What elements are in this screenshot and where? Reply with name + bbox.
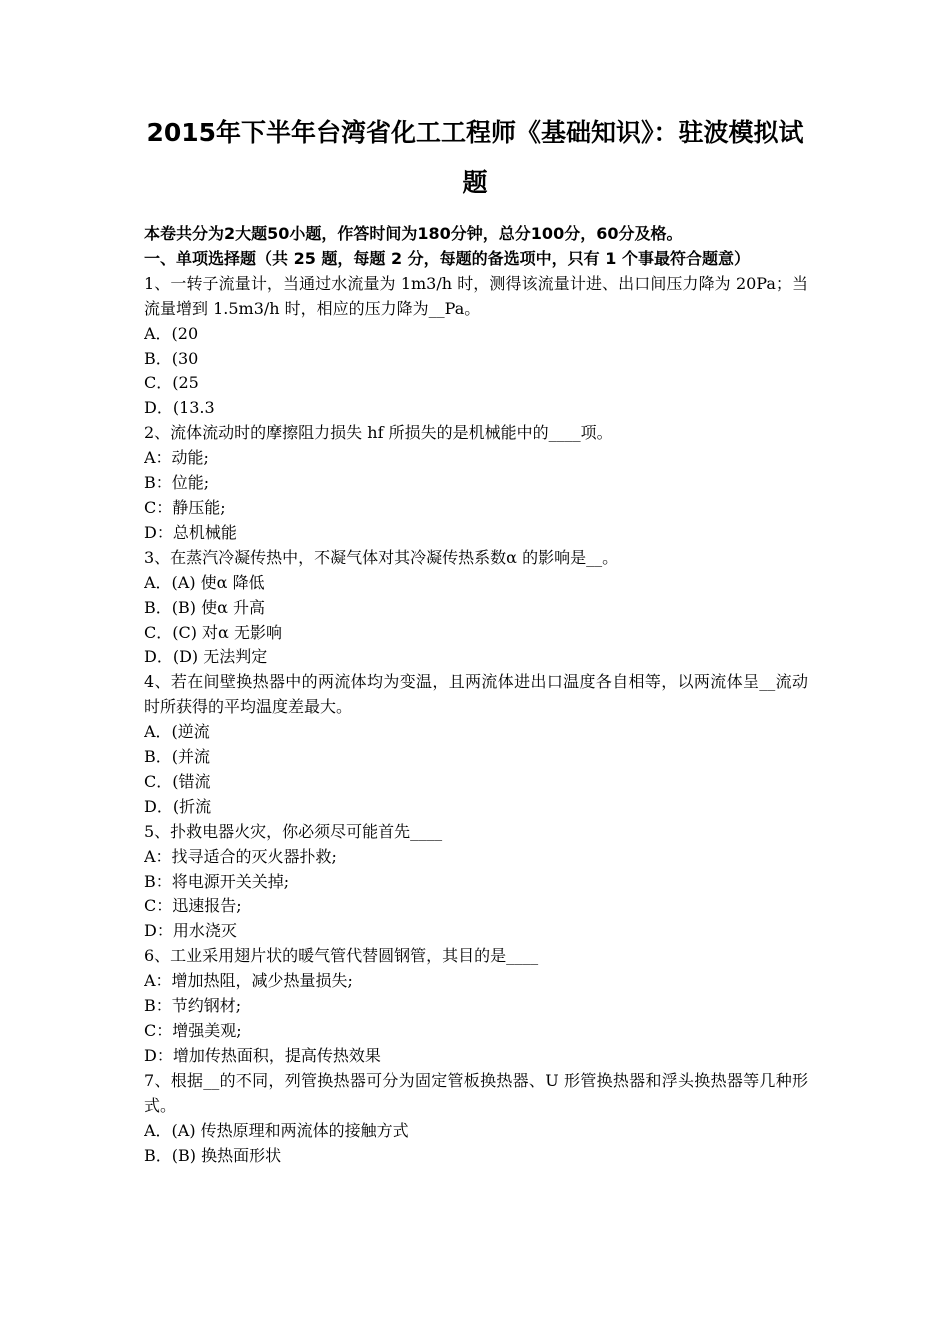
question-stem: 2、流体流动时的摩擦阻力损失 hf 所损失的是机械能中的____项。	[144, 423, 613, 443]
question	[144, 1069, 808, 1169]
question	[144, 421, 808, 546]
question-option: A：动能;	[144, 448, 209, 468]
question	[144, 546, 808, 671]
question-option: D．(D) 无法判定	[144, 647, 268, 667]
question-option: A．(20	[144, 323, 199, 343]
question-option: B．(30	[144, 348, 199, 368]
question-option: D：增加传热面积，提高传热效果	[144, 1045, 381, 1065]
question	[144, 272, 808, 421]
question-option: A．(A) 使α 降低	[144, 572, 265, 592]
question-option: B：将电源开关关掉;	[144, 871, 290, 891]
question-option: A：找寻适合的灭火器扑救;	[144, 846, 337, 866]
question-option: B．(B) 换热面形状	[144, 1145, 282, 1165]
question-option: C：静压能;	[144, 497, 226, 517]
question-option: B：节约钢材;	[144, 996, 242, 1016]
question-stem: 7、根据__的不同，列管换热器可分为固定管板换热器、U 形管换热器和浮头换热器等几种形式。	[144, 1070, 808, 1115]
question-option: B．(B) 使α 升高	[144, 597, 265, 617]
question-option: D．(13.3	[144, 398, 215, 418]
question-stem: 5、扑救电器火灾，你必须尽可能首先____	[144, 821, 443, 841]
question-option: C：迅速报告;	[144, 896, 242, 916]
question-option: A．(A) 传热原理和两流体的接触方式	[144, 1120, 409, 1140]
section-heading: 一、单项选择题（共 25 题，每题 2 分，每题的备选项中，只有 1 个事最符合题意）	[144, 248, 750, 268]
question-option: C．(错流	[144, 771, 211, 791]
question-stem: 3、在蒸汽冷凝传热中，不凝气体对其冷凝传热系数α 的影响是__。	[144, 547, 619, 567]
question	[144, 820, 808, 945]
question-option: A：增加热阻，减少热量损失;	[144, 971, 353, 991]
question-option: D：用水浇灭	[144, 921, 237, 941]
question-option: B．(并流	[144, 747, 211, 767]
document-body	[144, 222, 808, 1168]
question-option: C．(25	[144, 373, 199, 393]
question-stem: 1、一转子流量计，当通过水流量为 1m3/h 时，测得该流量计进、出口间压力降为 20Pa；当流量增到 1.5m3/h 时，相应的压力降为__Pa。	[144, 273, 808, 318]
question-option: D：总机械能	[144, 522, 237, 542]
document-title-line2: 题	[462, 168, 488, 197]
question-option: C：增强美观;	[144, 1021, 242, 1040]
question-option: D．(折流	[144, 796, 212, 816]
exam-intro: 本卷共分为2大题50小题，作答时间为180分钟，总分100分，60分及格。	[144, 224, 683, 243]
question-stem: 6、工业采用翅片状的暖气管代替圆钢管，其目的是____	[144, 946, 539, 966]
question-option: C．(C) 对α 无影响	[144, 622, 282, 642]
question-option: A．(逆流	[144, 722, 210, 742]
document-title-line1: 2015年下半年台湾省化工工程师《基础知识》：驻波模拟试	[146, 118, 804, 147]
question	[144, 944, 808, 1069]
question-option: B：位能;	[144, 473, 210, 493]
question-stem: 4、若在间壁换热器中的两流体均为变温，且两流体进出口温度各自相等，以两流体呈__流动时所获得的平均温度差最大。	[144, 672, 808, 717]
question	[144, 670, 808, 819]
